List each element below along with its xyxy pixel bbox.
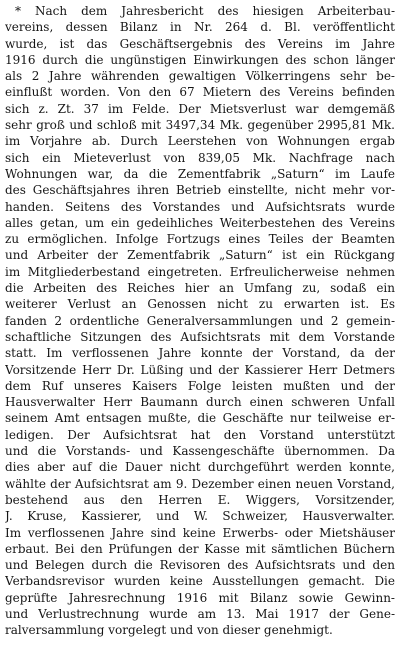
article-line: als 2 Jahre währenden gewaltigen Völkerringens sehr be- — [5, 69, 395, 84]
article-line: schaftliche Sitzungen des Aufsichtsrats mit dem Vorstande — [5, 329, 395, 344]
article-line: die Arbeiten des Reiches hier an Umfang zu, sodaß ein — [5, 281, 395, 296]
article-line: Wohnungen war, da die Zementfabrik „Saturn“ im Laufe — [5, 166, 395, 181]
article-line: zu ermöglichen. Infolge Fortzugs eines Teiles der Beamten — [5, 232, 395, 247]
article-line: fanden 2 ordentliche Generalversammlungen und 2 gemein- — [5, 313, 395, 328]
article-line: seinem Amt entsagen mußte, die Geschäfte nur teilweise er- — [5, 411, 395, 426]
article-line: handen. Seitens des Vorstandes und Aufsichtsrats wurde — [5, 199, 395, 214]
article-line: und Verlustrechnung wurde am 13. Mai 1917 der Gene- — [5, 606, 395, 621]
article-line: Hausverwalter Herr Baumann durch einen schweren Unfall — [5, 395, 395, 410]
article-line: sich ein Mieteverlust von 839,05 Mk. Nachfrage nach — [5, 150, 395, 165]
article-line: wählte der Aufsichtsrat am 9. Dezember einen neuen Vorstand, — [5, 476, 395, 491]
article-line: und die Vorstands- und Kassengeschäfte übernommen. Da — [5, 444, 395, 459]
article-line: geprüfte Jahresrechnung 1916 mit Bilanz sowie Gewinn- — [5, 590, 395, 605]
article-line: statt. Im verflossenen Jahre konnte der Vorstand, da der — [5, 346, 395, 361]
article-line: * Nach dem Jahresbericht des hiesigen Arbeiterbau- — [15, 4, 395, 18]
article-line: wurde, ist das Geschäftsergebnis des Vereins im Jahre — [5, 36, 395, 51]
article-line: und Arbeiter der Zementfabrik „Saturn“ ist ein Rückgang — [5, 248, 395, 263]
article-line: dem Ruf unseres Kaisers Folge leisten mußten und der — [5, 378, 395, 393]
article-line: des Geschäftsjahres ihren Betrieb einstellte, nicht mehr vor- — [5, 183, 395, 198]
article-line: sich z. Zt. 37 im Felde. Der Mietsverlust war demgemäß — [5, 101, 395, 116]
newspaper-article — [5, 3, 395, 639]
article-line: vereins, dessen Bilanz in Nr. 264 d. Bl. veröffentlicht — [5, 20, 395, 35]
article-line: J. Kruse, Kassierer, und W. Schweizer, Hausverwalter. — [5, 509, 395, 524]
article-line: Verbandsrevisor wurden keine Ausstellungen gemacht. Die — [5, 574, 395, 589]
article-line: und Belegen durch die Revisoren des Aufsichtsrats und den — [5, 558, 395, 573]
article-line: 1916 durch die ungünstigen Einwirkungen des schon länger — [5, 52, 395, 67]
article-line: einflußt worden. Von den 67 Mietern des Vereins befinden — [5, 85, 395, 100]
article-line: Im verflossenen Jahre sind keine Erwerbs- oder Mietshäuser — [5, 525, 395, 540]
article-line: dies aber auf die Dauer nicht durchgeführt werden konnte, — [5, 460, 395, 475]
article-line: erbaut. Bei den Prüfungen der Kasse mit sämtlichen Büchern — [5, 541, 395, 556]
article-line: ralversammlung vorgelegt und von dieser genehmigt. — [5, 623, 333, 638]
article-line: weiterer Verlust an Genossen nicht zu erwarten ist. Es — [5, 297, 395, 312]
article-line: im Mitgliederbestand eingetreten. Erfreulicherweise nehmen — [5, 264, 395, 279]
article-line: alles getan, um ein gedeihliches Weiterbestehen des Vereins — [5, 215, 395, 230]
article-line: sehr groß und schloß mit 3497,34 Mk. gegenüber 2995,81 Mk. — [5, 118, 395, 133]
article-line: bestehend aus den Herren E. Wiggers, Vorsitzender, — [5, 492, 395, 507]
article-line: ledigen. Der Aufsichtsrat hat den Vorstand unterstützt — [5, 427, 395, 442]
article-line: im Vorjahre ab. Durch Leerstehen von Wohnungen ergab — [5, 134, 395, 149]
article-line: Vorsitzende Herr Dr. Lüßing und der Kassierer Herr Detmers — [5, 362, 395, 377]
